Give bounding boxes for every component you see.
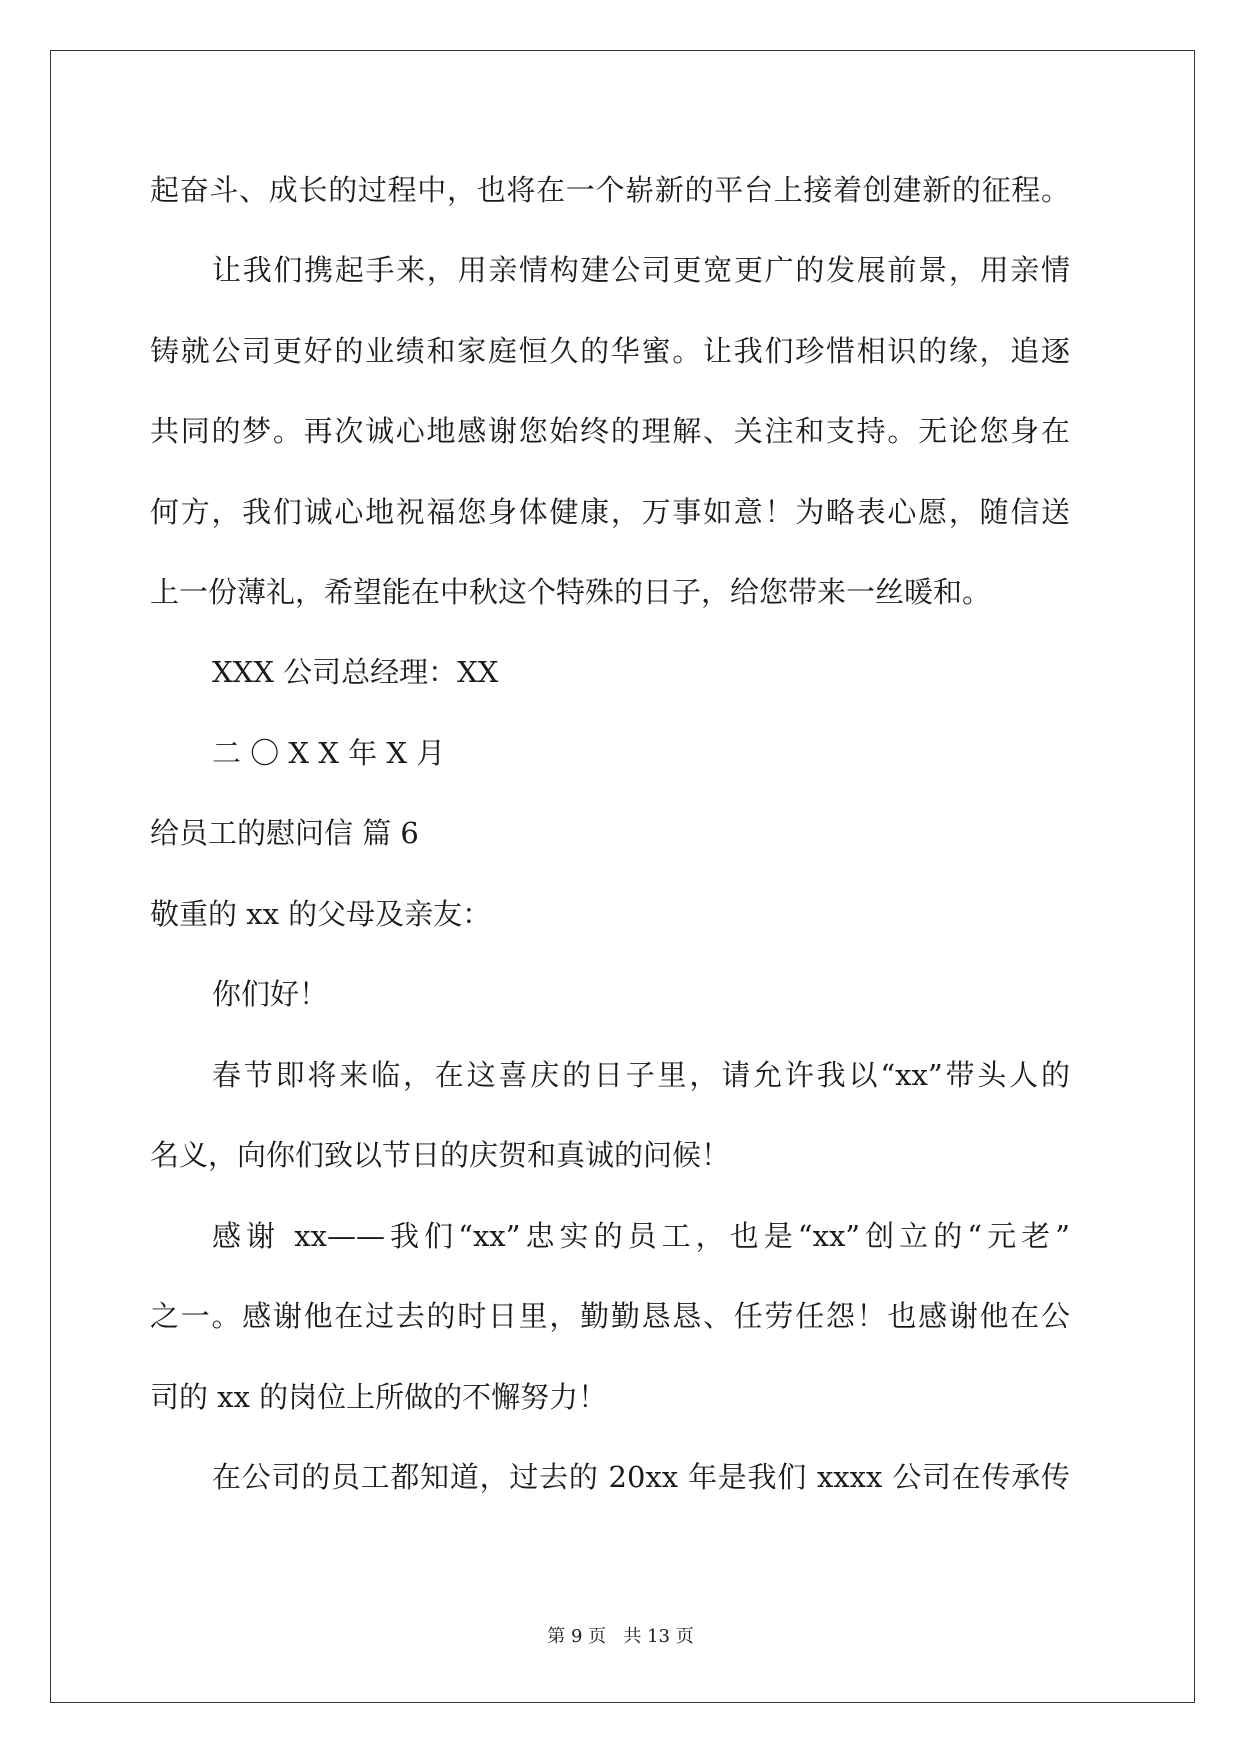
body-line: 铸就公司更好的业绩和家庭恒久的华蜜。让我们珍惜相识的缘，追逐 (150, 334, 1070, 368)
page-frame (50, 50, 1195, 1703)
body-line: 何方，我们诚心地祝福您身体健康，万事如意！为略表心愿，随信送 (150, 495, 1070, 529)
body-line: 让我们携起手来，用亲情构建公司更宽更广的发展前景，用亲情 (212, 253, 1070, 287)
body-line: 在公司的员工都知道，过去的 20xx 年是我们 xxxx 公司在传承传 (212, 1460, 1070, 1494)
body-line: 司的 xx 的岗位上所做的不懈努力！ (150, 1380, 608, 1414)
signature-line: XXX 公司总经理：XX (212, 655, 499, 689)
body-line: 上一份薄礼，希望能在中秋这个特殊的日子，给您带来一丝暖和。 (150, 575, 992, 609)
body-line: 名义，向你们致以节日的庆贺和真诚的问候！ (150, 1138, 731, 1172)
body-line: 共同的梦。再次诚心地感谢您始终的理解、关注和支持。无论您身在 (150, 414, 1070, 448)
body-line: 春节即将来临，在这喜庆的日子里，请允许我以“xx”带头人的 (212, 1058, 1070, 1092)
salutation: 敬重的 xx 的父母及亲友： (150, 897, 492, 931)
body-line: 感谢 xx——我们“xx”忠实的员工，也是“xx”创立的“元老” (212, 1219, 1070, 1253)
body-line: 起奋斗、成长的过程中，也将在一个崭新的平台上接着创建新的征程。 (150, 173, 1070, 207)
greeting: 你们好！ (212, 977, 329, 1011)
page-number-footer: 第 9 页 共 13 页 (547, 1626, 694, 1647)
body-line: 之一。感谢他在过去的时日里，勤勤恳恳、任劳任怨！也感谢他在公 (150, 1299, 1070, 1333)
section-heading: 给员工的慰问信 篇 6 (150, 816, 419, 850)
date-line: 二 〇 X X 年 X 月 (212, 736, 446, 770)
